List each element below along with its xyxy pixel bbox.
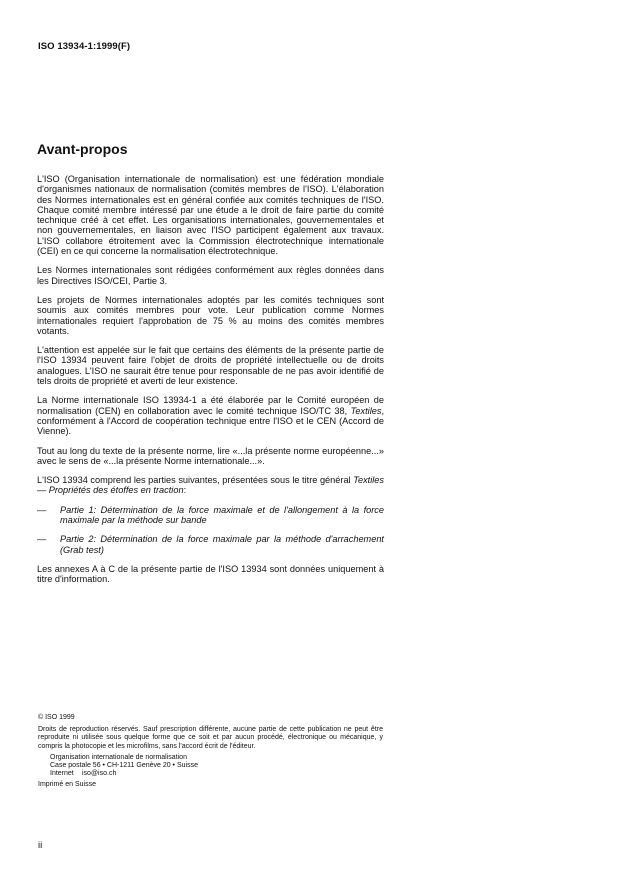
parts-intro-text-a: L'ISO 13934 comprend les parties suivantes, présentées sous le titre général <box>37 475 354 486</box>
copyright-footer <box>38 714 383 790</box>
page-number: ii <box>38 840 43 851</box>
paragraph-iso-intro: L'ISO (Organisation internationale de normalisation) est une fédération mondiale d'organismes nationaux de normalisation (comités membres de l'ISO). L'élaboration des Normes internationales est en général confiée aux comités techniques de l'ISO. Chaque comité membre intéressé par une étude a le droit de faire partie du comité technique créé à cet effet. Les organisations internationales, gouvernementales et non gouvernementales, en liaison avec l'ISO participent également aux travaux. L'ISO collabore étroitement avec la Commission électrotechnique internationale (CEI) en ce qui concerne la normalisation électrotechnique. <box>37 174 384 257</box>
rights-statement: Droits de reproduction réservés. Sauf prescription différente, aucune partie de cette publication ne peut être reproduite ni utilisée sous quelque forme que ce soit et par aucun procédé, électronique ou mécanique, y compris la photocopie et les microfilms, sans l'accord écrit de l'éditeur. <box>38 726 383 750</box>
publisher-address <box>38 754 383 779</box>
preparation-text-italic: Textiles <box>350 405 382 416</box>
list-dash: — <box>37 504 47 515</box>
preparation-text-b: , conformément à l'Accord de coopération technique entre l'ISO et le CEN (Accord de Vienne). <box>37 405 384 437</box>
internet-line <box>50 770 383 778</box>
paragraph-preparation <box>37 395 384 436</box>
organisation-name: Organisation internationale de normalisation <box>50 753 187 761</box>
list-item-text: Partie 1: Détermination de la force maximale et de l'allongement à la force maximale par la méthode sur bande <box>60 504 384 526</box>
list-item-part-2 <box>37 534 384 555</box>
printed-in: Imprimé en Suisse <box>38 781 96 789</box>
section-title: Avant-propos <box>37 141 128 157</box>
copyright-notice: © ISO 1999 <box>38 714 75 721</box>
postal-address: Case postale 56 • CH-1211 Genève 20 • Suisse <box>50 762 198 770</box>
paragraph-reading-note: Tout au long du texte de la présente norme, lire «...la présente norme européenne...» avec le sens de «...la présente Norme internationale...». <box>37 445 384 466</box>
list-dash: — <box>37 534 47 545</box>
preparation-text-a: La Norme internationale ISO 13934-1 a été élaborée par le Comité européen de normalisation (CEN) en collaboration avec le comité technique ISO/TC 38, <box>37 395 384 416</box>
internet-label: Internet <box>50 770 74 778</box>
paragraph-directives: Les Normes internationales sont rédigées conformément aux règles données dans les Directives ISO/CEI, Partie 3. <box>37 265 384 286</box>
parts-intro-text-italic: Textiles — Propriétés des étoffes en traction <box>37 475 384 496</box>
list-item-text: Partie 2: Détermination de la force maximale par la méthode d'arrachement (Grab test) <box>60 534 384 555</box>
list-item-part-1 <box>37 505 384 526</box>
document-id: ISO 13934-1:1999(F) <box>38 41 131 52</box>
paragraph-parts-intro <box>37 475 384 496</box>
parts-intro-text-b: : <box>183 485 187 496</box>
email-link[interactable]: iso@iso.ch <box>82 770 117 778</box>
foreword-section <box>37 141 384 594</box>
paragraph-patent-rights: L'attention est appelée sur le fait que certains des éléments de la présente partie de l'ISO 13934 peuvent faire l'objet de droits de propriété intellectuelle ou de droits analogues. L'ISO ne saurait être tenue pour responsable de ne pas avoir identifié de tels droits de propriété et averti de leur existence. <box>37 345 384 387</box>
paragraph-voting: Les projets de Normes internationales adoptés par les comités techniques sont soumis aux comités membres pour vote. Leur publication comme Normes internationales requiert l'approbation de 75 % au moins des comités membres votants. <box>37 294 384 336</box>
paragraph-annexes: Les annexes A à C de la présente partie de l'ISO 13934 sont données uniquement à titre d'information. <box>37 563 384 585</box>
